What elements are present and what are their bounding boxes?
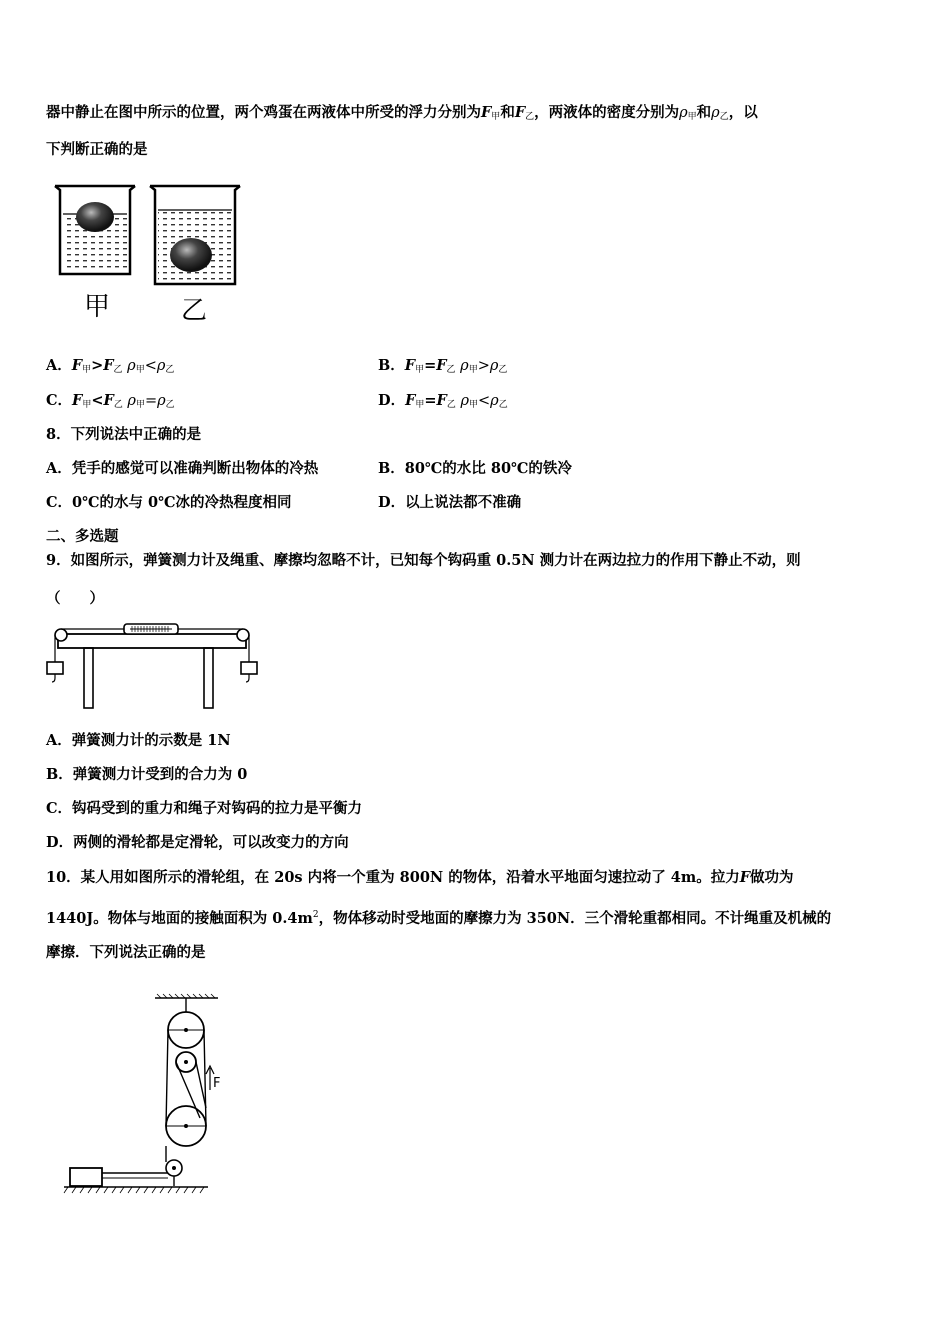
- q9-answer-paren: （ ）: [46, 590, 104, 607]
- q9-stem: 9．如图所示，弹簧测力计及绳重、摩擦均忽略不计，已知每个钩码重 0.5N 测力计在两边拉力的作用下静止不动，则: [46, 552, 801, 569]
- egg-jia: [76, 202, 114, 232]
- q7-option-c[interactable]: C．$F_甲<F_乙$ $\rho_甲=\rho_乙$: [46, 392, 175, 410]
- q10-stem-line1: 10．某人用如图所示的滑轮组，在 20s 内将一个重为 800N 的物体，沿着水平地面匀速拉动了 4m。拉力F做功为: [46, 869, 794, 886]
- q8-option-c[interactable]: C．0℃的水与 0℃冰的冷热程度相同: [46, 494, 292, 511]
- q8-option-b[interactable]: B．80℃的水比 80℃的铁冷: [378, 460, 572, 477]
- left-pulley: [55, 629, 67, 641]
- pulley-system-figure: [60, 990, 220, 1202]
- spring-scale: [124, 624, 178, 634]
- beakers-figure: [50, 180, 250, 320]
- section-heading-multiple-choice: 二、多选题: [46, 528, 119, 545]
- q10-stem-line3: 摩擦．下列说法正确的是: [46, 944, 206, 961]
- q9-option-a[interactable]: A．弹簧测力计的示数是 1N: [46, 732, 231, 749]
- q7-option-b[interactable]: B．$F_甲=F_乙$ $\rho_甲>\rho_乙$: [378, 357, 508, 375]
- beaker-yi: [150, 186, 240, 284]
- q7-stem-line2: 下判断正确的是: [46, 141, 148, 158]
- q8-option-d[interactable]: D．以上说法都不准确: [378, 494, 522, 511]
- beaker-jia: [55, 186, 135, 274]
- q8-stem: 8．下列说法中正确的是: [46, 426, 202, 443]
- fig-label-yi: 乙: [181, 296, 208, 326]
- q7-option-a[interactable]: A．$F_甲>F_乙$ $\rho_甲<\rho_乙$: [46, 357, 175, 375]
- force-label-f: F: [213, 1076, 221, 1091]
- q7-option-d[interactable]: D．$F_甲=F_乙$ $\rho_甲<\rho_乙$: [378, 392, 508, 410]
- left-weight: [47, 662, 63, 674]
- q7-stem-line1: 器中静止在图中所示的位置，两个鸡蛋在两液体中所受的浮力分别为$F_甲$和$F_乙$，两液体的密度分别为$\rho_甲$和$\rho_乙$，以: [46, 104, 758, 122]
- spring-scale-figure: [44, 620, 264, 712]
- egg-yi: [170, 238, 212, 272]
- right-weight: [241, 662, 257, 674]
- object-block: [70, 1168, 102, 1186]
- q9-option-d[interactable]: D．两侧的滑轮都是定滑轮，可以改变力的方向: [46, 834, 349, 851]
- q9-option-c[interactable]: C．钩码受到的重力和绳子对钩码的拉力是平衡力: [46, 800, 363, 817]
- fig-label-jia: 甲: [84, 292, 111, 322]
- right-pulley: [237, 629, 249, 641]
- q10-stem-line2: 1440J。物体与地面的接触面积为 $0.4m^2$，物体移动时受地面的摩擦力为 350N．三个滑轮重都相同。不计绳重及机械的: [46, 909, 832, 927]
- q9-option-b[interactable]: B．弹簧测力计受到的合力为 0: [46, 766, 248, 783]
- q8-option-a[interactable]: A．凭手的感觉可以准确判断出物体的冷热: [46, 460, 319, 477]
